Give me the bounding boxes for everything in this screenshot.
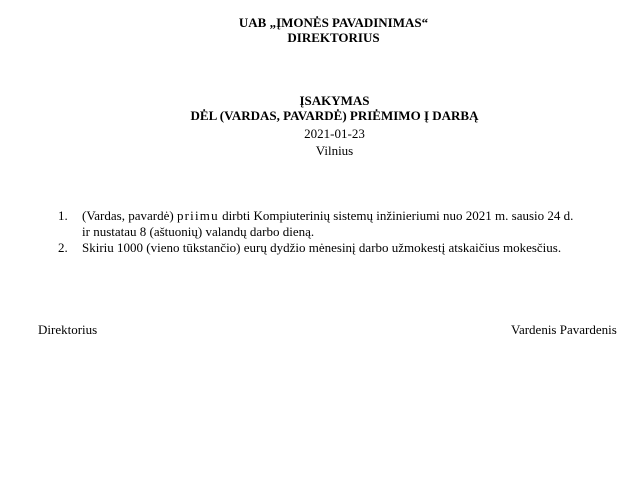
signature-role: Direktorius — [38, 322, 98, 337]
signature-name: Vardenis Pavardenis — [511, 322, 617, 337]
order-place: Vilnius — [315, 143, 354, 158]
order-item-number: 1. — [58, 208, 68, 223]
order-items-list — [58, 208, 618, 256]
company-name: UAB „ĮMONĖS PAVADINIMAS“ — [238, 15, 429, 30]
director-title: DIREKTORIUS — [287, 30, 380, 45]
order-title: ĮSAKYMAS — [299, 93, 370, 108]
order-date: 2021-01-23 — [304, 126, 365, 141]
order-item-emphasis: priimu — [176, 208, 219, 223]
order-item-line-2: ir nustatau 8 (aštuonių) valandų darbo dieną. — [82, 224, 315, 239]
order-item-2 — [58, 240, 618, 256]
order-item-text-part: (Vardas, pavardė) — [82, 208, 177, 223]
order-subject: DĖL (VARDAS, PAVARDĖ) PRIĖMIMO Į DARBĄ — [190, 108, 479, 123]
order-item-text-part: dirbti Kompiuterinių sistemų inžinieriumi nuo 2021 m. sausio 24 d. — [218, 208, 574, 223]
order-item-text: Skiriu 1000 (vieno tūkstančio) eurų dydžio mėnesinį darbo užmokestį atskaičius mokesčius. — [82, 240, 562, 255]
order-item-1 — [58, 208, 618, 240]
order-item-line — [82, 208, 618, 224]
order-item-number: 2. — [58, 240, 68, 255]
